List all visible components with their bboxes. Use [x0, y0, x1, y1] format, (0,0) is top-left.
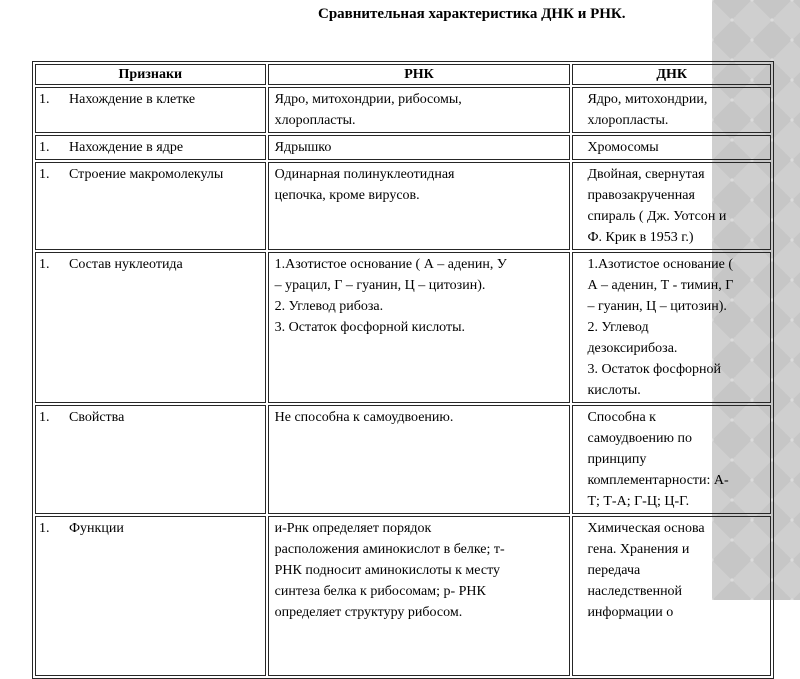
table-row [35, 252, 771, 403]
cell-line: Ф. Крик в 1953 г.) [587, 230, 694, 245]
dnk-cell [572, 516, 771, 676]
cell-line: и-Рнк определяет порядок [274, 521, 432, 536]
table-body [35, 87, 771, 676]
rnk-cell [268, 135, 571, 160]
dnk-cell [572, 135, 771, 160]
cell-line: 2. Углевод рибоза. [274, 299, 384, 314]
cell-line: правозакрученная [587, 188, 695, 203]
page-title: Сравнительная характеристика ДНК и РНК. [318, 6, 626, 22]
header-cell-rnk: РНК [268, 64, 571, 85]
cell-line: информации о [587, 605, 674, 620]
table-row [35, 516, 771, 676]
cell-line: самоудвоению по [587, 431, 692, 446]
cell-line: определяет структуру рибосом. [274, 605, 463, 620]
feature-label: Строение макромолекулы [69, 167, 224, 182]
cell-line: 2. Углевод [587, 320, 649, 335]
dnk-cell [572, 162, 771, 250]
cell-line: комплементарности: А- [587, 473, 729, 488]
table-header-row [35, 64, 771, 85]
cell-line: Ядрышко [274, 140, 332, 155]
cell-line: гена. Хранения и [587, 542, 690, 557]
cell-line: 1.Азотистое основание ( А – аденин, У [274, 257, 507, 272]
feature-label: Функции [69, 521, 124, 536]
cell-line: Химическая основа [587, 521, 705, 536]
header-cell-dnk: ДНК [572, 64, 771, 85]
rnk-cell [268, 162, 571, 250]
row-number: 1. [39, 167, 50, 182]
dnk-cell [572, 405, 771, 514]
dnk-cell [572, 87, 771, 133]
cell-line: – гуанин, Ц – цитозин). [587, 299, 727, 314]
cell-line: Ядро, митохондрии, рибосомы, [274, 92, 462, 107]
cell-line: кислоты. [587, 383, 641, 398]
feature-label: Состав нуклеотида [69, 257, 183, 272]
cell-line: Т; Т-А; Г-Ц; Ц-Г. [587, 494, 690, 509]
cell-line: Способна к [587, 410, 656, 425]
rnk-cell [268, 516, 571, 676]
cell-line: А – аденин, Т - тимин, Г [587, 278, 734, 293]
cell-line: наследственной [587, 584, 683, 599]
cell-line: принципу [587, 452, 647, 467]
cell-line: спираль ( Дж. Уотсон и [587, 209, 727, 224]
feature-cell [35, 162, 266, 250]
cell-line: 3. Остаток фосфорной [587, 362, 721, 377]
row-number: 1. [39, 521, 50, 536]
cell-line: синтеза белка к рибосомам; р- РНК [274, 584, 486, 599]
cell-line: 3. Остаток фосфорной кислоты. [274, 320, 466, 335]
table-row [35, 405, 771, 514]
rnk-cell [268, 252, 571, 403]
cell-line: Ядро, митохондрии, [587, 92, 708, 107]
cell-line: РНК подносит аминокислоты к месту [274, 563, 500, 578]
row-number: 1. [39, 410, 50, 425]
row-number: 1. [39, 257, 50, 272]
cell-line: передача [587, 563, 641, 578]
cell-line: 1.Азотистое основание ( [587, 257, 734, 272]
cell-line: хлоропласты. [587, 113, 669, 128]
cell-line: расположения аминокислот в белке; т- [274, 542, 505, 557]
feature-cell [35, 252, 266, 403]
comparison-table [32, 61, 774, 679]
cell-line: хлоропласты. [274, 113, 356, 128]
table-row [35, 135, 771, 160]
feature-cell [35, 405, 266, 514]
cell-line: Двойная, свернутая [587, 167, 705, 182]
table-row [35, 87, 771, 133]
feature-cell [35, 135, 266, 160]
cell-line: Хромосомы [587, 140, 659, 155]
cell-line: цепочка, кроме вирусов. [274, 188, 420, 203]
rnk-cell [268, 87, 571, 133]
feature-label: Нахождение в клетке [69, 92, 196, 107]
feature-label: Свойства [69, 410, 125, 425]
header-cell-features: Признаки [35, 64, 266, 85]
cell-line: Не способна к самоудвоению. [274, 410, 454, 425]
dnk-cell [572, 252, 771, 403]
cell-line: Одинарная полинуклеотидная [274, 167, 455, 182]
rnk-cell [268, 405, 571, 514]
feature-label: Нахождение в ядре [69, 140, 184, 155]
cell-line: – урацил, Г – гуанин, Ц – цитозин). [274, 278, 486, 293]
feature-cell [35, 516, 266, 676]
table-row [35, 162, 771, 250]
row-number: 1. [39, 140, 50, 155]
cell-line: дезоксирибоза. [587, 341, 678, 356]
feature-cell [35, 87, 266, 133]
row-number: 1. [39, 92, 50, 107]
